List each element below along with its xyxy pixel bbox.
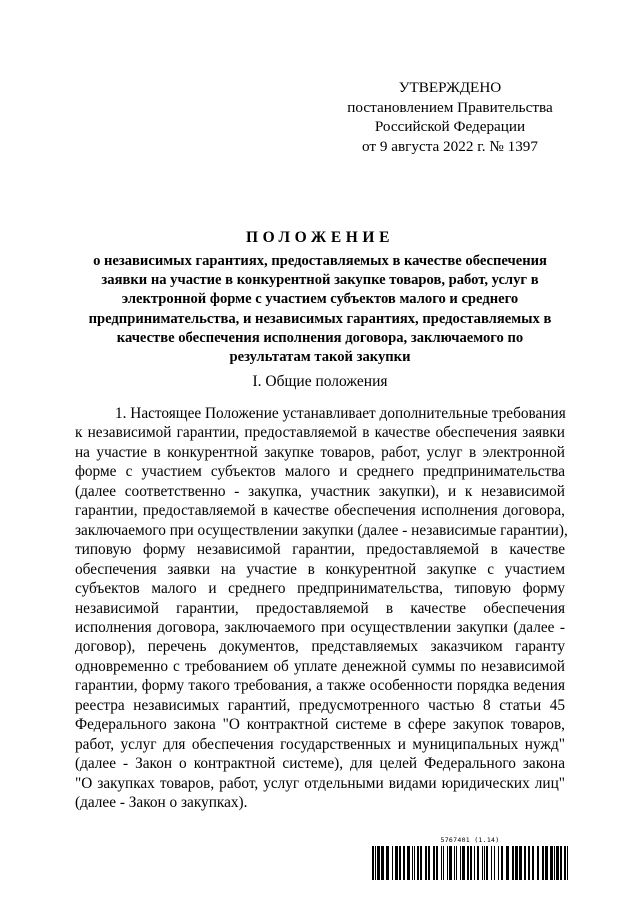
barcode-bar [560, 846, 562, 880]
barcode-bar [524, 846, 526, 880]
paragraph-line: Федерального закона "О контрактной системе в сфере закупок товаров, [75, 716, 565, 734]
barcode-bar [412, 846, 413, 880]
barcode-bar [399, 846, 401, 880]
barcode-bar [474, 846, 475, 880]
subtitle-line: предпринимательства, и независимых гарантиях, предоставляемых в [88, 310, 552, 327]
barcode-bar [556, 846, 559, 880]
barcode-icon [372, 846, 568, 880]
barcode-bar [375, 846, 376, 880]
paragraph-line: форме с участием субъектов малого и среднего предпринимательства [75, 463, 565, 481]
barcode-bar [381, 846, 384, 880]
barcode-bar [392, 846, 393, 880]
barcode-bar [443, 846, 444, 880]
section-heading: I. Общие положения [252, 373, 388, 390]
document-title: ПОЛОЖЕНИЕ [245, 229, 395, 246]
paragraph-line: договор), перечень документов, представляемых заказчиком гаранту [75, 638, 565, 656]
barcode-bar [519, 846, 522, 880]
barcode-bar [414, 846, 415, 880]
barcode-bar [515, 846, 518, 880]
barcode-bar [403, 846, 405, 880]
barcode-bar [441, 846, 442, 880]
paragraph-line: "О закупках товаров, работ, услуг отдельными видами юридических лиц" [75, 774, 565, 792]
barcode-bar [545, 846, 548, 880]
subtitle-line: качестве обеспечения исполнения договора, заключаемого по [116, 329, 524, 346]
subtitle-line: электронной форме с участием субъектов малого и среднего [121, 291, 519, 308]
barcode-bar [460, 846, 461, 880]
barcode-bar [491, 846, 492, 880]
barcode-code: 5767401 (1.14) [440, 836, 500, 844]
barcode-bar [564, 846, 566, 880]
approval-line: Российской Федерации [374, 118, 526, 135]
paragraph-line: обеспечения заявки на участие в конкурентной закупке с участием [75, 560, 565, 578]
paragraph-line: работ, услуг для обеспечения государственных и муниципальных нужд" [75, 735, 565, 753]
paragraph-line: (далее - Закон о закупках). [75, 794, 248, 812]
barcode-bar [484, 846, 485, 880]
barcode-bar [449, 846, 452, 880]
approval-heading: УТВЕРЖДЕНО [398, 79, 502, 96]
paragraph-line: исполнения договора, заключаемого при осуществлении закупки (далее - [75, 618, 565, 636]
barcode-bar [470, 846, 472, 880]
barcode-bar [554, 846, 555, 880]
barcode-bar [532, 846, 534, 880]
subtitle-line: о независимых гарантиях, предоставляемых в качестве обеспечения [93, 253, 547, 269]
barcode-bar [433, 846, 435, 880]
barcode-bar [447, 846, 448, 880]
paragraph-line: одновременно с требованием об уплате денежной суммы по независимой [75, 657, 565, 675]
paragraph-1 [75, 404, 568, 813]
paragraph-line: типовую форму независимой гарантии, предоставляемой в качестве [75, 541, 565, 559]
document-subtitle [70, 252, 570, 367]
barcode-bar [550, 846, 553, 880]
barcode-bar [486, 846, 488, 880]
barcode-bar [417, 846, 419, 880]
subtitle-line: результатам такой закупки [229, 349, 411, 366]
barcode-bar [506, 846, 509, 880]
paragraph-line: гарантии, форму такого требования, а также особенности порядка ведения [75, 677, 565, 695]
approval-stamp [340, 78, 560, 156]
barcode-bar [407, 846, 410, 880]
barcode-bar [542, 846, 544, 880]
barcode-bar [425, 846, 427, 880]
barcode-block [372, 836, 568, 880]
paragraph-line: гарантии, предоставляемой в качестве обеспечения исполнения договора, [75, 502, 565, 520]
barcode-bar [482, 846, 483, 880]
approval-date: от 9 августа 2022 г. № 1397 [362, 137, 538, 155]
paragraph-line: реестра независимых гарантий, предусмотренного частью 8 статьи 45 [75, 696, 565, 714]
barcode-bar [372, 846, 374, 880]
barcode-bar [498, 846, 499, 880]
approval-line: постановлением Правительства [347, 98, 553, 116]
barcode-bar [467, 846, 469, 880]
barcode-bar [456, 846, 457, 880]
paragraph-line: заключаемого при осуществлении закупки (далее - независимые гарантии), [75, 521, 568, 539]
paragraph-line: на участие в конкурентной закупке товаров, работ, услуг в электронной [75, 443, 565, 461]
barcode-bar [377, 846, 380, 880]
barcode-bar [462, 846, 465, 880]
paragraph-line: к независимой гарантии, предоставляемой в качестве обеспечения заявки [75, 424, 565, 442]
barcode-bar [512, 846, 514, 880]
barcode-bar [395, 846, 398, 880]
barcode-bar [454, 846, 455, 880]
subtitle-line: заявки на участие в конкурентной закупке товаров, работ, услуг в [101, 272, 539, 289]
paragraph-line: (далее - Закон о контрактной системе), для целей Федерального закона [75, 755, 565, 773]
paragraph-line: (далее соответственно - закупка, участник закупки), и к независимой [75, 482, 565, 500]
barcode-bar [501, 846, 503, 880]
barcode-bar [436, 846, 438, 880]
paragraph-line: 1. Настоящее Положение устанавливает дополнительные требования [115, 405, 566, 422]
barcode-bar [420, 846, 422, 880]
barcode-bar [477, 846, 479, 880]
barcode-bar [428, 846, 430, 880]
barcode-bar [528, 846, 530, 880]
paragraph-line: субъектов малого и среднего предпринимательства, типовую форму [75, 580, 565, 598]
barcode-bar [494, 846, 495, 880]
paragraph-line: независимой гарантии, предоставляемой в качестве обеспечения [75, 599, 565, 617]
barcode-bar [537, 846, 539, 880]
barcode-bar [567, 846, 568, 880]
barcode-bar [386, 846, 389, 880]
